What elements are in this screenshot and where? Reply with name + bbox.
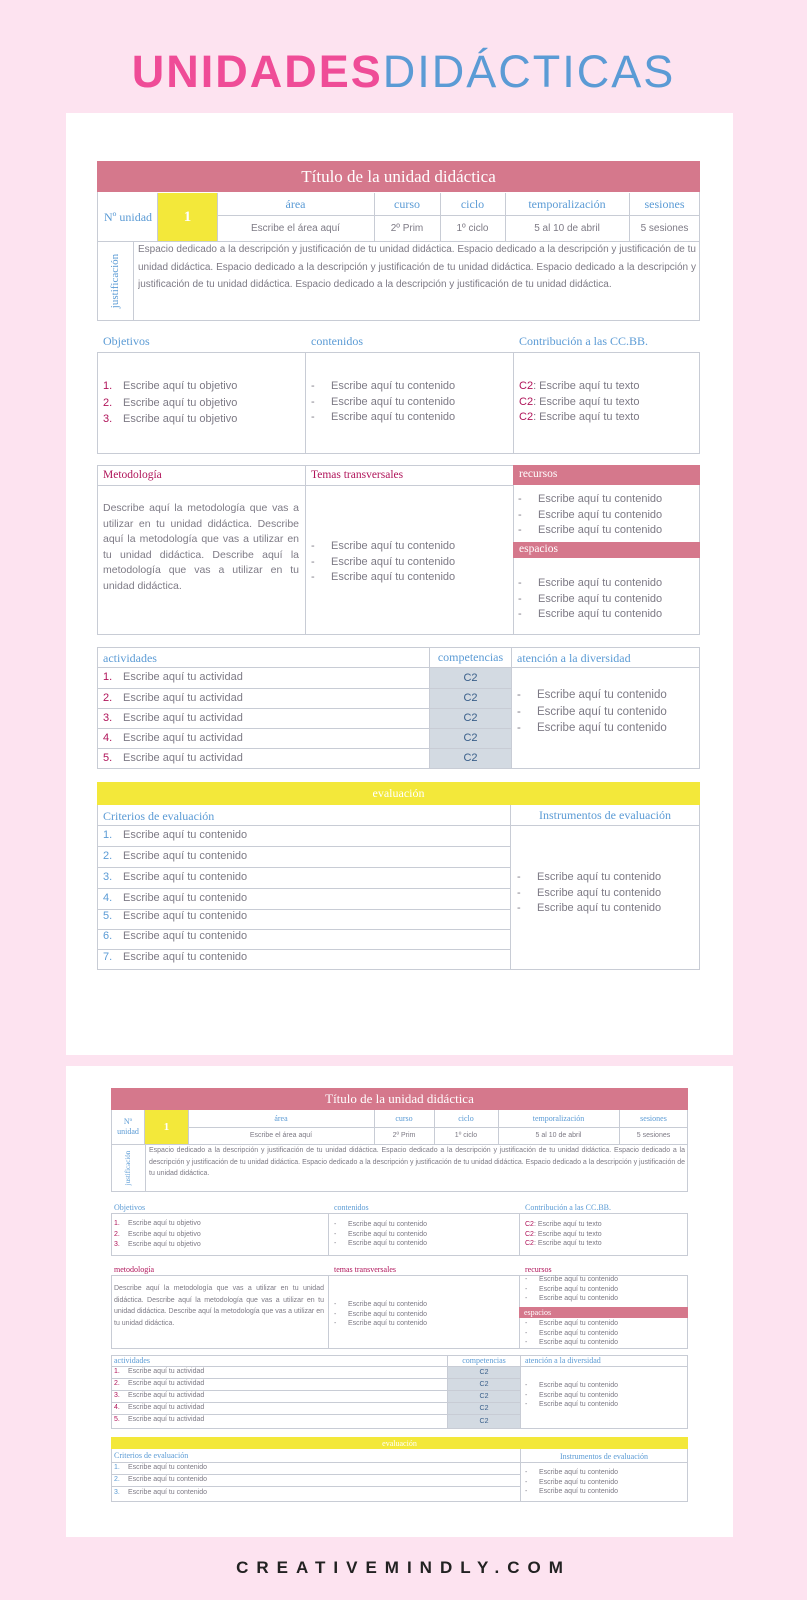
instrumentos-header: Instrumentos de evaluación <box>560 1451 648 1461</box>
sesiones-value: 5 sesiones <box>636 1132 671 1139</box>
ciclo-header: ciclo <box>458 1114 474 1123</box>
competencia-cell: C2 <box>463 672 478 684</box>
ciclo-value: 1º ciclo <box>454 1132 478 1139</box>
temas-list <box>334 1300 514 1332</box>
espacios-header: espacios <box>513 542 700 558</box>
list-item: - Escribe aquí tu contenido <box>334 1240 427 1247</box>
competencias-header: competencias <box>462 1356 506 1365</box>
competencia-cell: C2 <box>479 1417 489 1425</box>
list-item: C2: Escribe aquí tu texto <box>519 395 640 408</box>
footer-brand[interactable]: CREATIVEMINDLY.COM <box>236 1558 571 1577</box>
template-page-compact <box>66 1066 733 1537</box>
list-item: - Escribe aquí tu contenido <box>525 1469 618 1476</box>
list-item: - Escribe aquí tu contenido <box>525 1401 618 1408</box>
diversidad-list <box>517 687 697 741</box>
recursos-header: recursos <box>513 465 700 485</box>
list-item: - Escribe aquí tu contenido <box>334 1310 427 1318</box>
list-item: - Escribe aquí tu contenido <box>525 1295 618 1302</box>
list-item: - Escribe aquí tu contenido <box>518 508 663 521</box>
competencia-cell: C2 <box>479 1405 489 1412</box>
table-row: 4. Escribe aquí tu contenido <box>103 892 248 904</box>
table-row: 6. Escribe aquí tu contenido <box>103 930 248 942</box>
diversidad-header: atención a la diversidad <box>517 651 631 665</box>
table-row: 1. Escribe aquí tu contenido <box>103 829 248 841</box>
list-item: - Escribe aquí tu contenido <box>518 524 663 536</box>
justificacion-label: justificación <box>109 253 121 309</box>
list-item: - Escribe aquí tu contenido <box>517 902 662 914</box>
unit-number: 1 <box>145 1110 188 1144</box>
evaluacion-header: evaluación <box>97 782 700 805</box>
template-page-large <box>66 113 733 1055</box>
table-row: 3. Escribe aquí tu actividad <box>114 1392 205 1399</box>
temporalizacion-value: 5 al 10 de abril <box>534 222 600 234</box>
table-row: 2. Escribe aquí tu contenido <box>114 1476 207 1483</box>
table-row: 4. Escribe aquí tu actividad <box>114 1404 205 1411</box>
list-item: - Escribe aquí tu contenido <box>525 1382 618 1389</box>
list-item: C2: Escribe aquí tu texto <box>525 1230 602 1238</box>
list-item: - Escribe aquí tu contenido <box>517 722 667 734</box>
table-row: 7. Escribe aquí tu contenido <box>103 951 248 963</box>
list-item: - Escribe aquí tu contenido <box>311 540 456 552</box>
objetivos-header: Objetivos <box>103 334 150 348</box>
list-item: - Escribe aquí tu contenido <box>525 1391 618 1399</box>
list-item: - Escribe aquí tu contenido <box>334 1301 427 1308</box>
list-item: 2. Escribe aquí tu objetivo <box>114 1230 201 1238</box>
list-item: - Escribe aquí tu contenido <box>334 1221 427 1228</box>
justificacion-text: Espacio dedicado a la descripción y justificación de tu unidad didáctica. Espacio dedicado a la descripción y justificación de tu unidad didáctica. Espacio dedicado a la descripción y justificación de tu unidad didáctica. Espacio dedicado a la descripción y justificación de tu unidad didáctica. Espacio dedicado a la descripción y justificación de tu unidad didáctica. <box>149 1147 685 1177</box>
table-row: 5. Escribe aquí tu actividad <box>114 1416 205 1423</box>
list-item: - Escribe aquí tu contenido <box>311 571 456 583</box>
list-item: - Escribe aquí tu contenido <box>525 1478 618 1486</box>
table-row: 1. Escribe aquí tu contenido <box>114 1464 207 1471</box>
metodologia-text: Describe aquí la metodología que vas a utilizar en tu unidad didáctica. Describe aquí la metodología que vas a utilizar en tu unidad didáctica. Describe aquí la metodología que vas a utilizar en tu unidad didáctica. <box>103 502 299 592</box>
table-row: 3. Escribe aquí tu contenido <box>114 1489 207 1496</box>
cc-header: Contribución a las CC.BB. <box>519 334 648 348</box>
temas-header: temas transversales <box>334 1265 396 1274</box>
contenidos-list <box>311 379 511 427</box>
list-item: - Escribe aquí tu contenido <box>518 577 663 589</box>
list-item: - Escribe aquí tu contenido <box>334 1230 427 1238</box>
list-item: - Escribe aquí tu contenido <box>517 689 667 701</box>
area-header: área <box>274 1114 288 1123</box>
actividades-header: actividades <box>114 1356 150 1365</box>
list-item: C2: Escribe aquí tu texto <box>519 380 640 392</box>
list-item: - Escribe aquí tu contenido <box>311 411 456 423</box>
table-row: 1. Escribe aquí tu actividad <box>103 671 243 683</box>
diversidad-list <box>525 1381 685 1411</box>
list-item: - Escribe aquí tu contenido <box>311 555 456 568</box>
table-row: 3. Escribe aquí tu contenido <box>103 871 248 883</box>
competencia-cell: C2 <box>479 1369 489 1376</box>
temas-header: Temas transversales <box>311 469 404 481</box>
contenidos-header: contenidos <box>334 1203 369 1212</box>
justificacion-text: Espacio dedicado a la descripción y justificación de tu unidad didáctica. Espacio dedicado a la descripción y justificación de tu unidad didáctica. Espacio dedicado a la descripción y justificación de tu unidad didáctica. Espacio dedicado a la descripción y justificación de tu unidad didáctica. Espacio dedicado a la descripción y justificación de tu unidad didáctica. <box>138 244 696 290</box>
list-item: - Escribe aquí tu contenido <box>525 1276 618 1283</box>
espacios-list <box>525 1319 685 1349</box>
metodologia-header: Metodología <box>103 469 162 481</box>
page-header <box>0 46 807 98</box>
list-item: C2: Escribe aquí tu texto <box>519 411 640 423</box>
cc-list <box>525 1220 685 1252</box>
espacios-list <box>518 576 698 624</box>
evaluacion-header: evaluación <box>111 1437 688 1449</box>
list-item: - Escribe aquí tu contenido <box>525 1285 618 1293</box>
list-item: - Escribe aquí tu contenido <box>334 1320 427 1327</box>
competencia-cell: C2 <box>463 732 478 744</box>
list-item: C2: Escribe aquí tu texto <box>525 1240 602 1247</box>
list-item: 3. Escribe aquí tu objetivo <box>103 413 238 425</box>
list-item: 3. Escribe aquí tu objetivo <box>114 1241 201 1248</box>
ciclo-value: 1º ciclo <box>456 222 489 234</box>
table-row: 5. Escribe aquí tu actividad <box>103 752 243 764</box>
curso-value: 2º Prim <box>392 1132 416 1139</box>
recursos-list <box>525 1275 685 1305</box>
instrumentos-list <box>525 1468 685 1498</box>
sesiones-header: sesiones <box>644 196 685 211</box>
competencia-cell: C2 <box>463 692 478 704</box>
objetivos-list <box>103 378 303 428</box>
list-item: - Escribe aquí tu contenido <box>311 395 456 408</box>
competencia-cell: C2 <box>479 1381 489 1388</box>
area-header: área <box>285 196 306 211</box>
list-item: - Escribe aquí tu contenido <box>525 1339 618 1346</box>
list-item: - Escribe aquí tu contenido <box>517 871 662 883</box>
unit-number: 1 <box>158 193 217 241</box>
table-row: 3. Escribe aquí tu actividad <box>103 712 243 724</box>
temas-list <box>311 539 511 587</box>
curso-header: curso <box>394 196 420 211</box>
sesiones-header: sesiones <box>640 1114 667 1123</box>
cc-header: Contribución a las CC.BB. <box>525 1203 611 1212</box>
list-item: - Escribe aquí tu contenido <box>525 1488 618 1495</box>
sesiones-value: 5 sesiones <box>640 222 689 234</box>
instrumentos-list <box>517 870 697 918</box>
list-item: - Escribe aquí tu contenido <box>517 705 667 718</box>
curso-header: curso <box>395 1114 413 1123</box>
area-value: Escribe el área aquí <box>249 1132 313 1139</box>
contenidos-list <box>334 1220 514 1252</box>
competencias-header: competencias <box>437 649 504 664</box>
unit-title: Título de la unidad didáctica <box>97 161 700 192</box>
criterios-header: Criterios de evaluación <box>114 1451 189 1460</box>
table-row: 4. Escribe aquí tu actividad <box>103 732 243 744</box>
header-bold: UNIDADES <box>131 46 383 97</box>
list-item: - Escribe aquí tu contenido <box>311 380 456 392</box>
objetivos-list <box>114 1219 324 1252</box>
temporalizacion-header: temporalización <box>528 196 606 211</box>
metodologia-header: metodología <box>114 1265 154 1274</box>
contenidos-header: contenidos <box>311 334 363 348</box>
list-item: - Escribe aquí tu contenido <box>517 886 662 899</box>
competencia-cell: C2 <box>463 752 478 764</box>
metodologia-text: Describe aquí la metodología que vas a utilizar en tu unidad didáctica. Describe aquí la metodología que vas a utilizar en tu unidad didáctica. Describe aquí la metodología que vas a utilizar en tu unidad didáctica. <box>114 1285 324 1327</box>
recursos-list <box>518 492 698 540</box>
table-row: 2. Escribe aquí tu actividad <box>103 692 243 704</box>
recursos-header: recursos <box>525 1265 552 1274</box>
list-item: - Escribe aquí tu contenido <box>518 493 663 505</box>
justificacion-label: justificación <box>124 1150 132 1186</box>
list-item: - Escribe aquí tu contenido <box>518 592 663 605</box>
espacios-header: espacios <box>519 1307 688 1318</box>
criterios-header: Criterios de evaluación <box>103 809 215 823</box>
list-item: - Escribe aquí tu contenido <box>525 1329 618 1337</box>
list-item: 2. Escribe aquí tu objetivo <box>103 396 238 409</box>
list-item: 1. Escribe aquí tu objetivo <box>103 380 238 392</box>
ciclo-header: ciclo <box>460 196 485 211</box>
list-item: C2: Escribe aquí tu texto <box>525 1221 602 1228</box>
competencia-cell: C2 <box>479 1393 489 1400</box>
competencia-cell: C2 <box>463 712 478 724</box>
table-row: 2. Escribe aquí tu contenido <box>103 850 248 862</box>
unit-number-label: Nº unidad <box>103 210 153 224</box>
area-value: Escribe el área aquí <box>251 222 340 234</box>
actividades-header: actividades <box>103 651 157 665</box>
list-item: - Escribe aquí tu contenido <box>525 1320 618 1327</box>
list-item: 1. Escribe aquí tu objetivo <box>114 1220 201 1227</box>
temporalizacion-value: 5 al 10 de abril <box>535 1132 582 1139</box>
table-row: 5. Escribe aquí tu contenido <box>103 910 248 922</box>
list-item: - Escribe aquí tu contenido <box>518 608 663 620</box>
table-row: 2. Escribe aquí tu actividad <box>114 1380 205 1387</box>
unit-number-label: Nº unidad <box>117 1117 139 1136</box>
instrumentos-header: Instrumentos de evaluación <box>539 807 671 822</box>
curso-value: 2º Prim <box>390 222 424 234</box>
objetivos-header: Objetivos <box>114 1203 146 1212</box>
table-row: 1. Escribe aquí tu actividad <box>114 1368 205 1375</box>
header-light: DIDÁCTICAS <box>382 46 676 97</box>
cc-list <box>519 379 699 427</box>
diversidad-header: atención a la diversidad <box>525 1356 601 1365</box>
unit-title: Título de la unidad didáctica <box>111 1088 688 1110</box>
temporalizacion-header: temporalización <box>532 1114 585 1123</box>
